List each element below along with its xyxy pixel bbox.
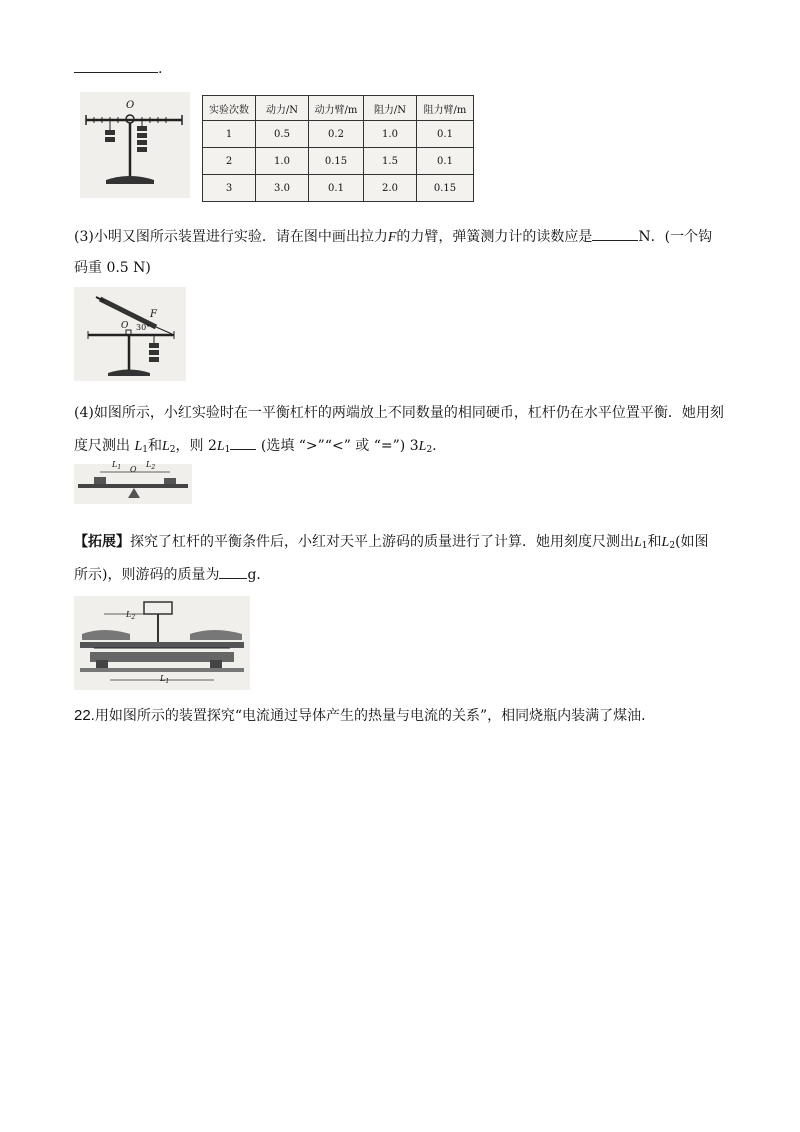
table-row (203, 121, 474, 148)
table-header-cell: 动力/N (256, 96, 309, 121)
angle-label: 30° (136, 323, 151, 332)
fill-blank (592, 226, 638, 241)
table-header-cell: 阻力/N (364, 96, 417, 121)
table-row (203, 175, 474, 202)
answer-blank-fragment: . (74, 58, 162, 79)
table-row (203, 148, 474, 175)
table-cell: 1.0 (256, 148, 309, 175)
table-cell: 0.2 (309, 121, 364, 148)
q4-line-2: 度尺测出 $L_1$和$L_2$，则 $2L_1$ (选填 “>”“<” 或 “=”) $3L_2$. (74, 435, 734, 460)
q4-line-1: (4)如图所示，小红实验时在一平衡杠杆的两端放上不同数量的相同硬币，杠杆仍在水平位置平衡．她用刻 (74, 405, 724, 421)
table-cell: 2 (203, 148, 256, 175)
pivot-label: O (121, 321, 129, 331)
table-cell: 3 (203, 175, 256, 202)
pivot-label: O (126, 100, 135, 111)
table-header-cell: 动力臂/m (309, 96, 364, 121)
fill-blank (219, 564, 247, 579)
table-cell: 1.0 (364, 121, 417, 148)
fill-blank (230, 435, 256, 450)
balance-figure (74, 596, 250, 690)
table-cell: 1 (203, 121, 256, 148)
experiment-data-table (202, 95, 474, 202)
spring-scale-lever-diagram (74, 287, 186, 381)
table-cell: 0.1 (309, 175, 364, 202)
table-cell: 0.15 (417, 175, 474, 202)
lever-figure-1 (80, 92, 190, 198)
question-number: 22. (74, 707, 95, 724)
table-header-cell: 阻力臂/m (417, 96, 474, 121)
table-cell: 0.15 (309, 148, 364, 175)
l1-label: $L_1$ (112, 460, 122, 471)
fill-blank (74, 58, 158, 73)
l2-label: $L_2$ (126, 610, 136, 621)
q3-line-1: (3)小明又图所示装置进行实验．请在图中画出拉力F的力臂，弹簧测力计的读数应是 N．(一个钩 (74, 226, 734, 248)
table-header-row (203, 96, 474, 121)
pivot-label: O (130, 465, 137, 474)
table-cell: 3.0 (256, 175, 309, 202)
table-cell: 2.0 (364, 175, 417, 202)
q22-line: 22.用如图所示的装置探究“电流通过导体产生的热量与电流的关系”，相同烧瓶内装满了煤油． (74, 707, 656, 724)
table-header-cell: 实验次数 (203, 96, 256, 121)
table-cell: 0.5 (256, 121, 309, 148)
coin-lever-figure (74, 460, 192, 504)
table-cell: 1.5 (364, 148, 417, 175)
l1-label: $L_1$ (160, 674, 170, 685)
table-cell: 0.1 (417, 121, 474, 148)
force-label: F (150, 309, 157, 320)
l2-label: $L_2$ (146, 460, 156, 471)
q3-line-2: 码重 0.5 N) (74, 260, 151, 276)
ext-line-2: 所示)，则游码的质量为 g． (74, 564, 734, 585)
ext-line-1: 【拓展】探究了杠杆的平衡条件后，小红对天平上游码的质量进行了计算．她用刻度尺测出$L_1$和$L_2$(如图 (74, 534, 709, 551)
lever-figure-2 (74, 287, 186, 381)
table-cell: 0.1 (417, 148, 474, 175)
lever-diagram (80, 92, 190, 198)
